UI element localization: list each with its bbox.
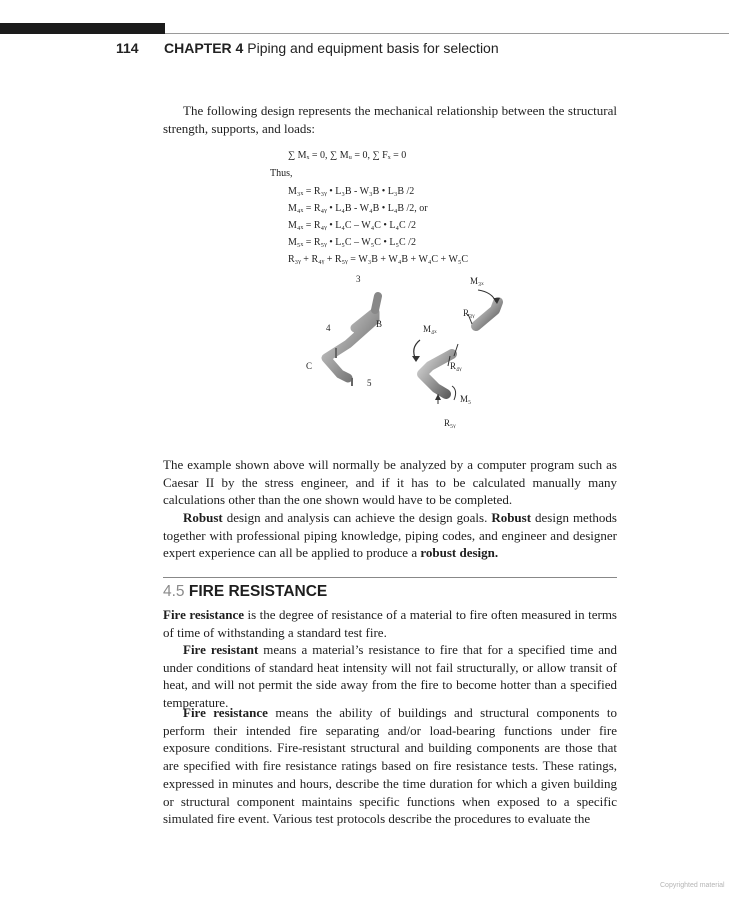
section-heading — [163, 583, 327, 601]
piping-diagram-drawing — [300, 270, 530, 430]
node-label: 5 — [367, 378, 372, 388]
chapter-label: CHAPTER 4 — [164, 40, 244, 56]
intro-paragraph: The following design represents the mechanical relationship between the structural strength, supports, and loads: — [163, 103, 617, 136]
bold-term: robust design. — [420, 545, 499, 561]
bold-term: Fire resistant — [183, 642, 259, 657]
force-label: R₃ᵧ — [463, 308, 475, 318]
node-label: C — [306, 361, 313, 371]
force-label: M₅ — [460, 394, 472, 404]
equation-line: M₄ₓ = R₄ᵧ • L₄B - W₄B • L₄B /2, or — [288, 203, 428, 214]
force-label: R₅ᵧ — [444, 418, 456, 428]
force-label: M₄ₓ — [423, 324, 437, 334]
node-label: 3 — [356, 274, 361, 284]
paragraph-fire-resistant — [163, 641, 617, 712]
equation-line: Thus, — [270, 168, 293, 179]
paragraph-fire-resistance-ability — [163, 704, 617, 828]
equation-line: M₄ₓ = R₄ᵧ • L₄C – W₄C • L₄C /2 — [288, 220, 416, 231]
paragraph-robust — [163, 509, 617, 562]
chapter-title: Piping and equipment basis for selection — [247, 40, 499, 56]
bold-term: Fire resistance — [163, 607, 244, 622]
paragraph-text: means the ability of buildings and structural components to perform their intended fire separating and/or load-bearing functions under fire exposure conditions. Fire-resistant structural and building components are those that are specified with fire resistance ratings based on fire resistance tests. These ratings, expressed in minutes and hours, describe the time duration for which a given building or structural component maintains specific functions when exposed to a specific simulated fire event. Various test protocols describe the procedures to evaluate the — [163, 705, 617, 827]
page-number: 114 — [116, 40, 139, 56]
header-bar — [0, 23, 165, 34]
copyright-watermark: Copyrighted material — [660, 882, 725, 889]
bold-term: Robust — [183, 510, 223, 525]
bold-term: Robust — [491, 510, 532, 525]
section-rule — [163, 577, 617, 578]
paragraph-text: is the degree of resistance of a material to fire often measured in terms of time of withstanding a standard test fire. — [163, 607, 617, 640]
paragraph-text: design and analysis can achieve the design goals. — [222, 510, 492, 525]
paragraph-text: means a material’s resistance to fire that for a specified time and under conditions of standard heat intensity will not fail structurally, or allow transit of heat, and will not permit the side away from the fire to become hotter than a specified temperature. — [163, 642, 617, 711]
force-label: R₄ᵧ — [450, 361, 462, 371]
equation-line: M₅ₓ = R₅ᵧ • L₅C – W₅C • L₅C /2 — [288, 237, 416, 248]
equation-line: M₃ₓ = R₃ᵧ • L₃B - W₃B • L₃B /2 — [288, 186, 415, 197]
bold-term: Fire resistance — [183, 705, 268, 720]
equation-line: ∑ Mₓ = 0, ∑ Mᵤ = 0, ∑ Fₓ = 0 — [288, 150, 407, 161]
running-header — [116, 40, 499, 56]
piping-diagram — [300, 270, 530, 430]
paragraph-example: The example shown above will normally be analyzed by a computer program such as Caesar II by the stress engineer, and if it has to be calculated manually many calculations other than the one shown would have to be completed. — [163, 457, 617, 508]
force-label: M₃ₓ — [470, 276, 484, 286]
paragraph-fire-resistance-definition — [163, 606, 617, 641]
left-pipe-assembly — [326, 296, 378, 386]
node-label: B — [376, 319, 383, 329]
equation-line: R₃ᵧ + R₄ᵧ + R₅ᵧ = W₃B + W₄B + W₄C + W₅C — [288, 254, 469, 265]
section-title: FIRE RESISTANCE — [188, 583, 328, 600]
header-rule — [165, 33, 729, 34]
node-label: 4 — [326, 323, 331, 333]
section-number: 4.5 — [163, 583, 185, 600]
paragraph-text: design methods together with professional piping knowledge, piping codes, and engineer and designer expert experience can all be applied to produce a — [163, 510, 617, 561]
right-pipe-assembly — [412, 290, 500, 404]
